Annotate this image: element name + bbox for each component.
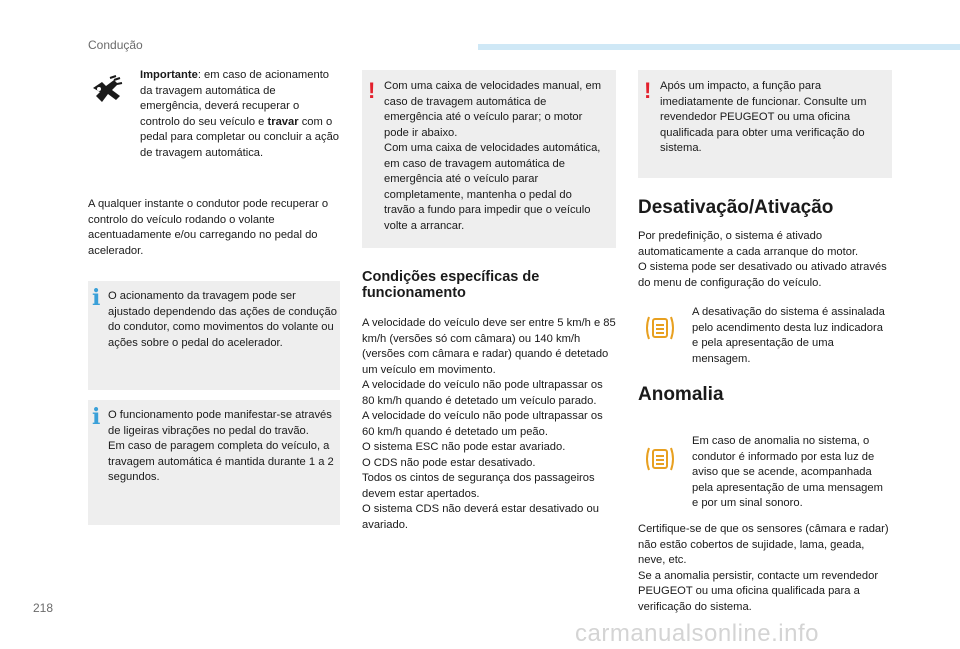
deactivation-lamp-text: A desativação do sistema é assinalada pelo acendimento desta luz indicadora e pela apresentação de uma mensagem.	[692, 306, 885, 365]
condition-line: A velocidade do veículo deve ser entre 5 km/h e 85 km/h (versões só com câmara) ou 140 km/h (versões com câmara e radar) quando é detetado um veículo em movimento.	[362, 317, 616, 376]
fault-paragraph	[638, 522, 892, 615]
condition-line: O CDS não pode estar desativado.	[362, 456, 536, 469]
warning-icon: !	[644, 78, 652, 103]
info-icon: i	[92, 404, 101, 430]
important-text-2: com o pedal para completar ou concluir a ação de travagem automática.	[140, 115, 340, 159]
deactivation-line-2: O sistema pode ser desativado ou ativado através do menu de configuração do veículo.	[638, 261, 887, 289]
warning-text-gearbox	[384, 79, 604, 234]
warning-box-gearbox	[362, 70, 616, 248]
info-box-2	[88, 400, 340, 525]
fault-line-2: Se a anomalia persistir, contacte um revendedor PEUGEOT ou uma oficina qualificada para a verificação do sistema.	[638, 569, 879, 613]
specific-conditions-list	[362, 316, 618, 533]
watermark: carmanualsonline.info	[575, 620, 819, 647]
important-hand-icon	[90, 74, 124, 108]
page-number: 218	[33, 601, 54, 615]
warning-box-impact	[638, 70, 892, 178]
deactivation-heading: Desativação/Ativação	[638, 197, 834, 218]
info-icon: i	[92, 285, 101, 311]
section-title: Condução	[88, 38, 143, 52]
info-text-2-line-1: O funcionamento pode manifestar-se através de ligeiras vibrações no pedal do travão.	[108, 409, 332, 437]
condition-line: O sistema ESC não pode estar avariado.	[362, 441, 566, 453]
info-text-1: O acionamento da travagem pode ser ajustado dependendo das ações de condução do condutor, como movimentos do volante ou ações sobre o pedal do acelerador.	[108, 290, 337, 349]
important-text-1: : em caso de acionamento da travagem automática de emergência, deverá recuperar o controlo do seu veículo e	[140, 69, 330, 128]
fault-lamp-text: Em caso de anomalia no sistema, o condutor é informado por esta luz de aviso que se acende, acompanhada pela apresentação de uma mensagem e por um sinal sonoro.	[692, 435, 883, 509]
warning-gearbox-line-2: Com uma caixa de velocidades automática, em caso de travagem automática de emergência até o veículo parar completamente, mantenha o pedal do travão a fundo para impedir que o veículo volte a arrancar.	[384, 142, 601, 232]
important-note	[140, 68, 340, 161]
condition-line: A velocidade do veículo não pode ultrapassar os 60 km/h quando é detetado um peão.	[362, 410, 603, 438]
recover-control-paragraph: A qualquer instante o condutor pode recuperar o controlo do veículo rodando o volante acentuadamente e/ou carregando no pedal do acelerador.	[88, 198, 329, 257]
deactivation-paragraph	[638, 229, 890, 291]
important-label: Importante	[140, 69, 198, 81]
info-text-2-line-2: Em caso de paragem completa do veículo, a travagem automática é mantida durante 1 a 2 segundos.	[108, 440, 334, 483]
condition-line: Todos os cintos de segurança dos passageiros devem estar apertados.	[362, 472, 595, 500]
fault-line-1: Certifique-se de que os sensores (câmara e radar) não estão cobertos de sujidade, lama, geada, neve, etc.	[638, 523, 889, 566]
specific-conditions-heading: Condições específicas de funcionamento	[362, 269, 540, 301]
condition-line: O sistema CDS não deverá estar desativado ou avariado.	[362, 503, 599, 531]
warning-icon: !	[368, 78, 376, 103]
fault-heading: Anomalia	[638, 384, 724, 405]
collision-warning-lamp-icon	[643, 444, 677, 474]
deactivation-line-1: Por predefinição, o sistema é ativado automaticamente a cada arranque do motor.	[638, 230, 859, 258]
info-box-1	[88, 281, 340, 390]
warning-text-impact: Após um impacto, a função para imediatamente de funcionar. Consulte um revendedor PEUGEOT ou uma oficina qualificada para obter uma verificação do sistema.	[660, 80, 867, 154]
header-accent-bar	[478, 44, 960, 50]
warning-gearbox-line-1: Com uma caixa de velocidades manual, em caso de travagem automática de emergência até o veículo parar; o motor pode ir abaixo.	[384, 80, 602, 139]
collision-warning-lamp-icon	[643, 313, 677, 343]
info-text-2	[108, 408, 338, 486]
condition-line: A velocidade do veículo não pode ultrapassar os 80 km/h quando é detetado um veículo parado.	[362, 379, 603, 407]
important-label-2: travar	[267, 115, 299, 128]
